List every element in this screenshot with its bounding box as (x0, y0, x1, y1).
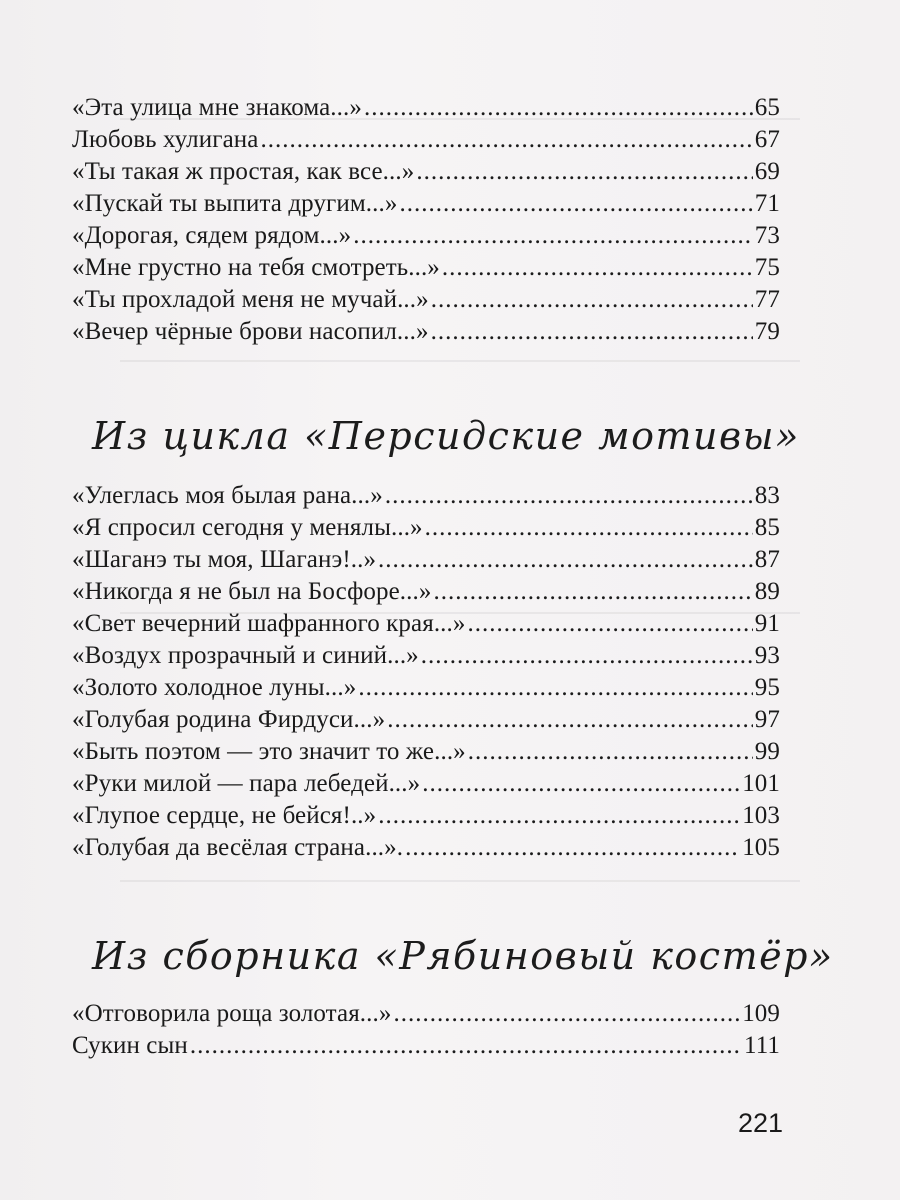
toc-entry (72, 998, 780, 1030)
entry-page: 101 (742, 770, 780, 797)
toc-entry (72, 284, 780, 316)
entry-title: «Воздух прозрачный и синий...» (72, 642, 419, 669)
entry-title: Любовь хулигана (72, 126, 259, 153)
entry-page: 91 (754, 610, 780, 637)
dot-leader (260, 124, 752, 156)
entry-title: «Пускай ты выпита другим...» (72, 190, 398, 217)
dot-leader (421, 640, 753, 672)
toc-entry (72, 768, 780, 800)
entry-page: 83 (754, 482, 780, 509)
entry-page: 67 (754, 126, 780, 153)
entry-title: «Вечер чёрные брови насопил...» (72, 318, 429, 345)
dot-leader (378, 800, 740, 832)
dot-leader (364, 92, 753, 124)
entry-page: 85 (754, 514, 780, 541)
entry-page: 109 (742, 1000, 780, 1027)
dot-leader (467, 608, 752, 640)
section-heading: Из цикла «Персидские мотивы» (92, 414, 800, 458)
entry-title: «Дорогая, сядем рядом...» (72, 222, 352, 249)
toc-entry (72, 544, 780, 576)
entry-title: «Улеглась моя былая рана...» (72, 482, 383, 509)
entry-page: 95 (754, 674, 780, 701)
entry-title: «Ты такая ж простая, как все...» (72, 158, 415, 185)
entry-title: «Свет вечерний шафранного края...» (72, 610, 466, 637)
dot-leader (422, 768, 740, 800)
entry-page: 87 (754, 546, 780, 573)
toc-entry (72, 480, 780, 512)
toc-entry (72, 156, 780, 188)
entry-page: 93 (754, 642, 780, 669)
toc-entry (72, 736, 780, 768)
dot-leader (190, 1030, 742, 1062)
page-number: 221 (738, 1108, 784, 1138)
dot-leader (468, 736, 753, 768)
toc-section-1 (72, 92, 780, 348)
toc-entry (72, 316, 780, 348)
toc-entry (72, 252, 780, 284)
toc-entry (72, 512, 780, 544)
dot-leader (442, 252, 753, 284)
dot-leader (425, 512, 753, 544)
toc-entry (72, 640, 780, 672)
entry-title: «Золото холодное луны...» (72, 674, 357, 701)
toc-section-2 (72, 480, 780, 864)
toc-entry (72, 608, 780, 640)
entry-title: «Эта улица мне знакома...» (72, 94, 362, 121)
toc-entry (72, 832, 780, 864)
dot-leader (393, 998, 740, 1030)
entry-title: «Я спросил сегодня у менялы...» (72, 514, 423, 541)
toc-entry (72, 188, 780, 220)
toc-entry (72, 1030, 780, 1062)
entry-title: «Голубая родина Фирдуси...» (72, 706, 386, 733)
entry-title: «Никогда я не был на Босфоре...» (72, 578, 432, 605)
entry-title: «Ты прохладой меня не мучай...» (72, 286, 429, 313)
toc-entry (72, 672, 780, 704)
entry-page: 73 (754, 222, 780, 249)
entry-title: «Глупое сердце, не бейся!..» (72, 802, 377, 829)
entry-title: «Руки милой — пара лебедей...» (72, 770, 421, 797)
entry-page: 75 (754, 254, 780, 281)
entry-page: 111 (744, 1032, 780, 1059)
entry-page: 79 (754, 318, 780, 345)
entry-page: 105 (742, 834, 780, 861)
toc-entry (72, 576, 780, 608)
entry-title: «Быть поэтом — это значит то же...» (72, 738, 466, 765)
dot-leader (433, 576, 752, 608)
entry-title: «Мне грустно на тебя смотреть...» (72, 254, 440, 281)
section-heading: Из сборника «Рябиновый костёр» (92, 934, 834, 978)
bleed-through-line (120, 880, 800, 882)
entry-page: 97 (754, 706, 780, 733)
entry-title: «Отговорила роща золотая...» (72, 1000, 392, 1027)
entry-page: 69 (754, 158, 780, 185)
entry-title: «Шаганэ ты моя, Шаганэ!..» (72, 546, 377, 573)
dot-leader (405, 832, 740, 864)
dot-leader (399, 188, 752, 220)
dot-leader (378, 544, 753, 576)
entry-page: 103 (742, 802, 780, 829)
dot-leader (416, 156, 752, 188)
dot-leader (431, 284, 753, 316)
dot-leader (387, 704, 753, 736)
toc-entry (72, 92, 780, 124)
entry-page: 89 (754, 578, 780, 605)
entry-title: «Голубая да весёлая страна...». (72, 834, 404, 861)
dot-leader (353, 220, 753, 252)
toc-section-3 (72, 998, 780, 1062)
toc-entry (72, 220, 780, 252)
toc-entry (72, 704, 780, 736)
entry-page: 99 (754, 738, 780, 765)
entry-title: Сукин сын (72, 1032, 188, 1059)
entry-page: 65 (754, 94, 780, 121)
dot-leader (385, 480, 753, 512)
dot-leader (358, 672, 752, 704)
entry-page: 71 (754, 190, 780, 217)
dot-leader (431, 316, 753, 348)
toc-entry (72, 800, 780, 832)
toc-entry (72, 124, 780, 156)
entry-page: 77 (754, 286, 780, 313)
bleed-through-line (120, 360, 800, 362)
